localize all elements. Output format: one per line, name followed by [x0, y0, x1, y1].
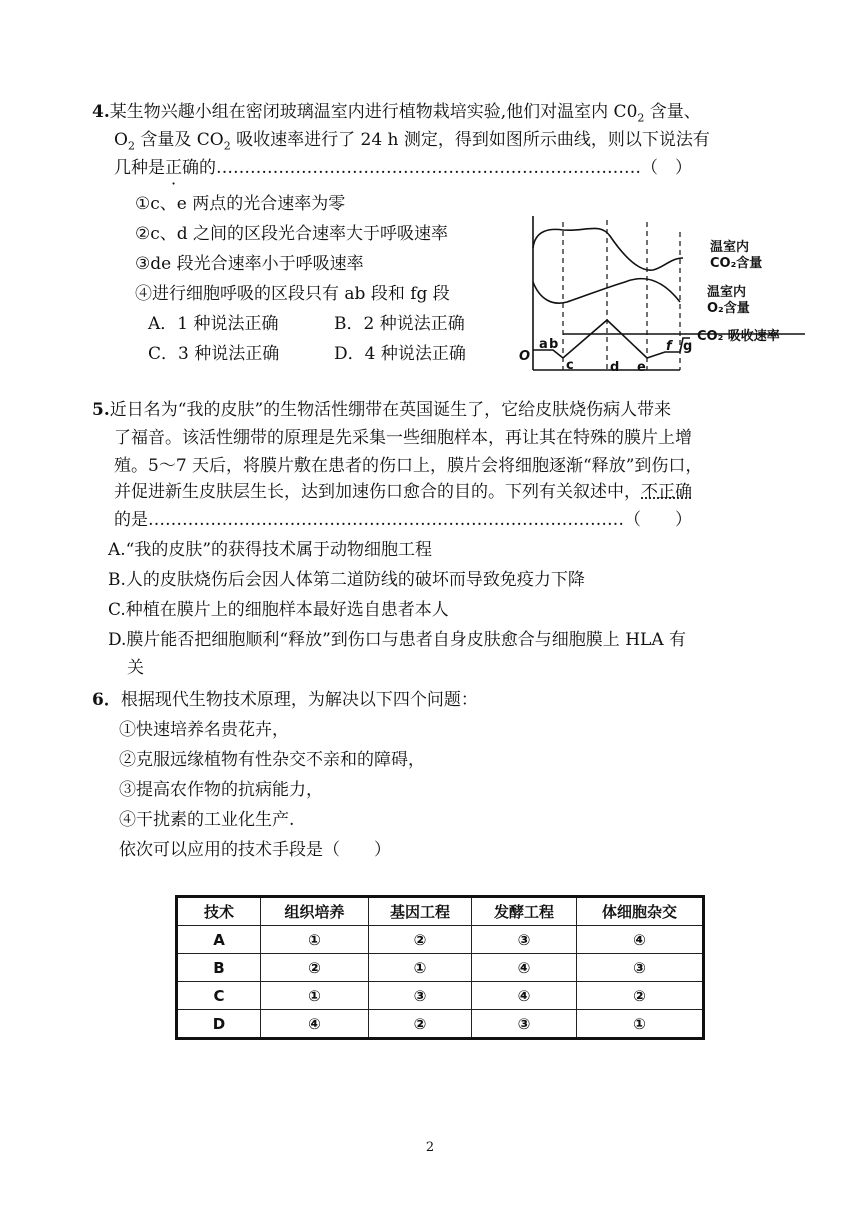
- q4-statement-3: ③de 段光合速率小于呼吸速率: [135, 254, 364, 274]
- q5-option-d: D.膜片能否把细胞顺利“释放”到伤口与患者自身皮肤愈合与细胞膜上 HLA 有: [108, 630, 687, 650]
- table-cell: ①: [369, 954, 472, 982]
- q5-option-a: A.“我的皮肤”的获得技术属于动物细胞工程: [108, 540, 433, 560]
- table-cell: ①: [261, 926, 369, 954]
- q6-line1: 6．根据现代生物技术原理，为解决以下四个问题：: [92, 690, 478, 710]
- table-cell: ④: [261, 1010, 369, 1039]
- point-g: g: [683, 339, 693, 354]
- point-d: d: [610, 360, 620, 375]
- q4-number: 4.: [92, 102, 110, 122]
- table-cell: C: [177, 982, 261, 1010]
- q5-number: 5.: [92, 400, 110, 420]
- emphasis-not-correct: 不正确: [641, 482, 692, 502]
- label-rate: CO₂ 吸收速率: [697, 329, 780, 344]
- table-cell: ①: [577, 1010, 704, 1039]
- q4-option-c: C．3 种说法正确: [148, 344, 280, 364]
- table-header-row: [177, 897, 704, 926]
- point-f: f: [666, 339, 672, 354]
- table-cell: ②: [369, 1010, 472, 1039]
- q5-line2: 了福音。该活性绷带的原理是先采集一些细胞样本，再让其在特殊的膜片上增: [114, 428, 692, 448]
- q6-item-1: ①快速培养名贵花卉，: [119, 720, 289, 740]
- table-row: [177, 982, 704, 1010]
- q5-line3: 殖。5～7 天后，将膜片敷在患者的伤口上，膜片会将细胞逐渐“释放”到伤口，: [114, 456, 703, 476]
- table-cell: A: [177, 926, 261, 954]
- table-cell: ②: [261, 954, 369, 982]
- point-b: b: [549, 337, 559, 352]
- q6-ask: 依次可以应用的技术手段是（ ）: [119, 840, 391, 860]
- label-co2-a: 温室内: [710, 240, 750, 255]
- table-header: 发酵工程: [472, 897, 577, 926]
- q4-line1: 4.某生物兴趣小组在密闭玻璃温室内进行植物栽培实验,他们对温室内 $C0_2$ 含量、: [92, 102, 701, 125]
- table-cell: ②: [369, 926, 472, 954]
- technique-table: [175, 895, 705, 1040]
- table-cell: ④: [472, 954, 577, 982]
- table-header: 基因工程: [369, 897, 472, 926]
- q4-line2: $O_2$ 含量及 $CO_2$ 吸收速率进行了 24 h 测定，得到如图所示曲线，则以下说法有: [114, 130, 710, 153]
- table-cell: ④: [577, 926, 704, 954]
- table-cell: ④: [472, 982, 577, 1010]
- table-cell: ①: [261, 982, 369, 1010]
- page-number: 2: [425, 1140, 435, 1155]
- co2-content-curve: [533, 228, 683, 270]
- q4-graph: [515, 210, 805, 380]
- q4-option-d: D．4 种说法正确: [334, 344, 466, 364]
- point-c: c: [566, 358, 574, 373]
- q5-option-d-cont: 关: [127, 658, 144, 678]
- table-cell: ②: [577, 982, 704, 1010]
- table-cell: ③: [472, 926, 577, 954]
- q6-item-4: ④干扰素的工业化生产.: [119, 810, 295, 830]
- point-a: a: [539, 337, 548, 352]
- q6-item-2: ②克服远缘植物有性杂交不亲和的障碍，: [119, 750, 425, 770]
- q4-statement-4: ④进行细胞呼吸的区段只有 ab 段和 fg 段: [135, 284, 450, 304]
- q6-item-3: ③提高农作物的抗病能力，: [119, 780, 323, 800]
- q4-line3: 几种是正确的…………………………………………………………………（ ）: [114, 158, 692, 178]
- table-row: [177, 954, 704, 982]
- table-header: 组织培养: [261, 897, 369, 926]
- q4-graph-svg: [515, 210, 805, 380]
- table-cell: ③: [577, 954, 704, 982]
- q4-option-b: B．2 种说法正确: [334, 314, 465, 334]
- label-co2-b: CO₂含量: [710, 256, 763, 271]
- q5-line1: 5.近日名为“我的皮肤”的生物活性绷带在英国诞生了，它给皮肤烧伤病人带来: [92, 400, 672, 420]
- q5-option-c: C.种植在膜片上的细胞样本最好选自患者本人: [108, 600, 449, 620]
- q4-statement-1: ①c、e 两点的光合速率为零: [135, 194, 346, 214]
- label-o2-b: O₂含量: [707, 301, 750, 316]
- table-cell: B: [177, 954, 261, 982]
- label-o2-a: 温室内: [707, 285, 747, 300]
- q6-number: 6．: [92, 690, 121, 710]
- point-e: e: [637, 360, 646, 375]
- table-row: [177, 926, 704, 954]
- q5-option-b: B.人的皮肤烧伤后会因人体第二道防线的破坏而导致免疫力下降: [108, 570, 585, 590]
- table-header: 体细胞杂交: [577, 897, 704, 926]
- table-cell: ③: [472, 1010, 577, 1039]
- emphasis-mark: 正: [165, 158, 182, 178]
- q4-option-a: A．1 种说法正确: [148, 314, 279, 334]
- label-origin: O: [519, 349, 531, 364]
- table-row: [177, 1010, 704, 1039]
- table-cell: D: [177, 1010, 261, 1039]
- table-cell: ③: [369, 982, 472, 1010]
- q4-statement-2: ②c、d 之间的区段光合速率大于呼吸速率: [135, 224, 449, 244]
- table-header: 技术: [177, 897, 261, 926]
- q5-line4: 并促进新生皮肤层生长，达到加速伤口愈合的目的。下列有关叙述中，不正确: [114, 482, 692, 502]
- q5-line5: 的是…………………………………………………………………………（ ）: [114, 510, 692, 530]
- o2-content-curve: [533, 279, 680, 304]
